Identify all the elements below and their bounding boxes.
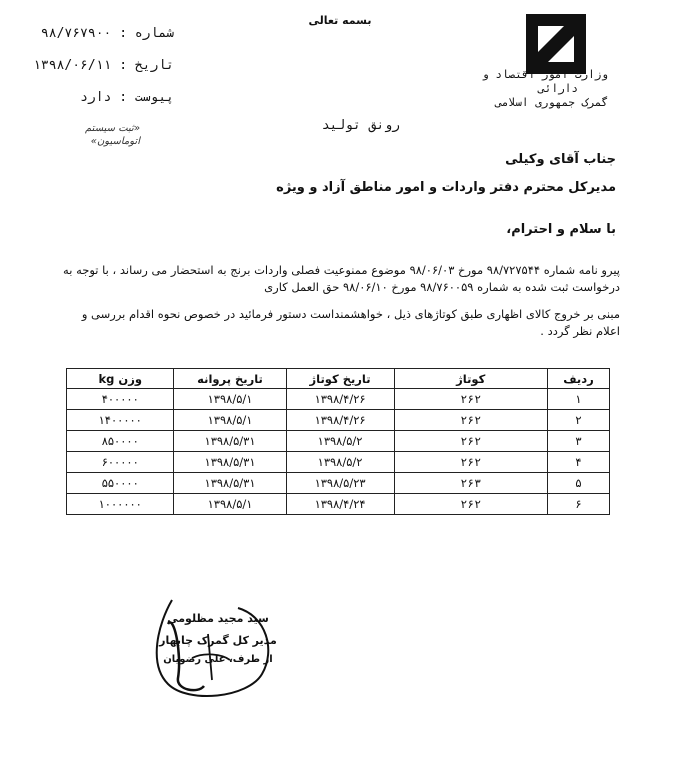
cell-declaration-date: ۱۳۹۸/۵/۲ xyxy=(286,452,394,473)
cell-permit-date: ۱۳۹۸/۵/۱ xyxy=(174,389,286,410)
cell-weight: ۱۰۰۰۰۰۰ xyxy=(67,494,174,515)
date-label: تاریخ : xyxy=(119,58,174,73)
cell-weight: ۵۵۰۰۰۰ xyxy=(67,473,174,494)
cell-row-number: ۵ xyxy=(547,473,609,494)
attachment-value: دارد xyxy=(80,90,112,105)
number-label: شماره : xyxy=(119,26,174,41)
addressee-name: جناب آقای وکیلی xyxy=(505,152,616,167)
org-line: گمرک جمهوری اسلامی xyxy=(495,96,608,109)
cell-declaration-date: ۱۳۹۸/۵/۲۳ xyxy=(286,473,394,494)
letter-date-row xyxy=(4,50,174,82)
signature-block xyxy=(138,594,298,714)
cell-row-number: ۳ xyxy=(547,431,609,452)
cell-declaration-date: ۱۳۹۸/۴/۲۶ xyxy=(286,410,394,431)
cell-permit-date: ۱۳۹۸/۵/۱ xyxy=(174,494,286,515)
cell-declaration-code: ۲۶۲ xyxy=(394,452,547,473)
customs-declarations-table xyxy=(66,368,610,515)
cell-weight: ۶۰۰۰۰۰ xyxy=(67,452,174,473)
cell-declaration-code: ۲۶۲ xyxy=(394,410,547,431)
number-value: ۹۸/۷۶۷۹۰۰ xyxy=(40,26,112,41)
cell-declaration-date: ۱۳۹۸/۴/۲۴ xyxy=(286,494,394,515)
registration-note-line: اتوماسیون» xyxy=(90,136,140,147)
letter-subject: رونق تولید xyxy=(321,118,400,133)
cell-declaration-date: ۱۳۹۸/۵/۲ xyxy=(286,431,394,452)
header-row-number: ردیف xyxy=(547,369,609,389)
table-row xyxy=(67,452,610,473)
body-paragraph-2: مبنی بر خروج کالای اظهاری طبق کوتاژهای ذیل ، خواهشمنداست دستور فرمائید در خصوص نحوه اقدام بررسی و اعلام نظر گردد . xyxy=(81,307,620,338)
organization-name xyxy=(468,68,608,110)
table-row xyxy=(67,389,610,410)
cell-declaration-code: ۲۶۲ xyxy=(394,494,547,515)
signatory-name: سید مجید مظلومی xyxy=(167,612,269,625)
cell-weight: ۸۵۰۰۰۰ xyxy=(67,431,174,452)
cell-weight: ۱۴۰۰۰۰۰ xyxy=(67,410,174,431)
registration-note xyxy=(60,122,140,148)
customs-logo-icon xyxy=(524,12,588,76)
cell-permit-date: ۱۳۹۸/۵/۳۱ xyxy=(174,473,286,494)
header-weight: وزن kg xyxy=(67,369,174,389)
signatory-on-behalf: از طرف، علی رضویان xyxy=(163,654,273,665)
header-declaration-code: کوتاژ xyxy=(394,369,547,389)
table-row xyxy=(67,494,610,515)
attachment-row xyxy=(4,82,174,114)
table-row xyxy=(67,431,610,452)
cell-row-number: ۲ xyxy=(547,410,609,431)
header-permit-date: تاریخ پروانه xyxy=(174,369,286,389)
cell-row-number: ۱ xyxy=(547,389,609,410)
cell-declaration-code: ۲۶۳ xyxy=(394,473,547,494)
header-declaration-date: تاریخ کوتاژ xyxy=(286,369,394,389)
attachment-label: پیوست : xyxy=(119,90,174,105)
letter-number-row xyxy=(4,18,174,50)
signatory-title: مدیر کل گمرک چابهار xyxy=(159,634,277,647)
cell-permit-date: ۱۳۹۸/۵/۱ xyxy=(174,410,286,431)
table-header-row xyxy=(67,369,610,389)
cell-declaration-date: ۱۳۹۸/۴/۲۶ xyxy=(286,389,394,410)
cell-row-number: ۴ xyxy=(547,452,609,473)
body-paragraph-1: پیرو نامه شماره ۹۸/۷۲۷۵۴۴ مورخ ۹۸/۰۶/۰۳ موضوع ممنوعیت فصلی واردات برنج به استحضار می رساند ، با توجه به درخواست ثبت شده به شماره ۹۸/۷۶۰۰۵۹ مورخ ۹۸/۰۶/۱۰ حق العمل کاری xyxy=(63,263,620,294)
org-line: دارائی xyxy=(538,82,578,95)
table-row xyxy=(67,410,610,431)
table-row xyxy=(67,473,610,494)
cell-declaration-code: ۲۶۲ xyxy=(394,389,547,410)
cell-permit-date: ۱۳۹۸/۵/۳۱ xyxy=(174,431,286,452)
letter-meta xyxy=(4,18,174,114)
registration-note-line: «ثبت سیستم xyxy=(85,123,140,134)
greeting: با سلام و احترام، xyxy=(506,222,616,237)
org-line: وزارت امور اقتصاد و xyxy=(482,68,608,81)
cell-row-number: ۶ xyxy=(547,494,609,515)
addressee-title: مدیرکل محترم دفتر واردات و امور مناطق آزاد و ویژه xyxy=(276,180,616,195)
cell-permit-date: ۱۳۹۸/۵/۳۱ xyxy=(174,452,286,473)
bismillah-heading: بسمه تعالی xyxy=(308,14,372,27)
cell-weight: ۴۰۰۰۰۰ xyxy=(67,389,174,410)
cell-declaration-code: ۲۶۲ xyxy=(394,431,547,452)
date-value: ۱۳۹۸/۰۶/۱۱ xyxy=(33,58,112,73)
